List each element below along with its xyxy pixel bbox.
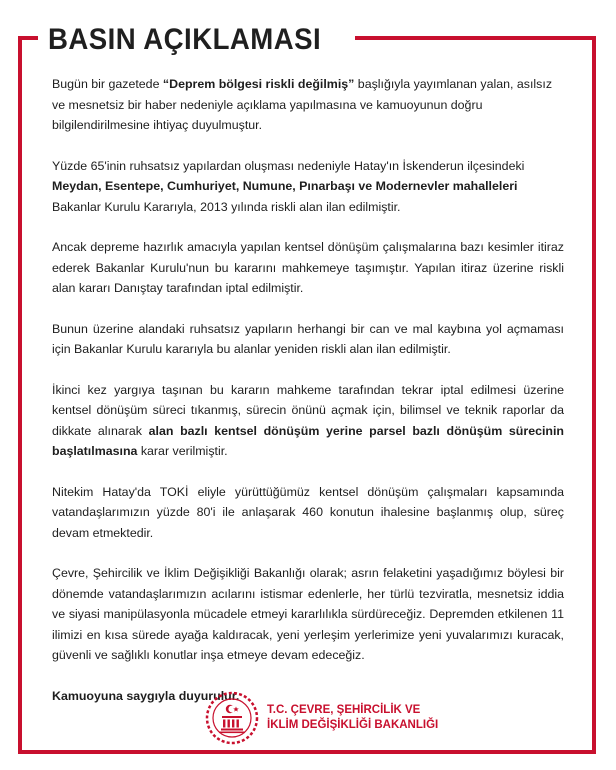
paragraph-5-text-b: karar verilmiştir. [137,444,228,458]
paragraph-2-neighborhoods: Meydan, Esentepe, Cumhuriyet, Numune, Pınarbaşı ve Modernevler mahalleleri [52,179,518,193]
paragraph-4: Bunun üzerine alandaki ruhsatsız yapıların herhangi bir can ve mal kaybına yol açmaması için Bakanlar Kurulu kararıyla bu alanlar yeniden riskli alan ilan edilmiştir. [52,321,564,356]
paragraph-1-text-b: başlığıyla yayımlanan yalan, asılsız ve mesnetsiz bir haber nedeniyle açıklama yapılmasına ve kamuoyunun doğru bilgilendirilmesine ihtiyaç duyulmuştur. [52,77,553,132]
paragraph-7: Çevre, Şehircilik ve İklim Değişikliği Bakanlığı olarak; asrın felaketini yaşadığımız böylesi bir dönemde vatandaşlarımızın acılarını istismar edenlerle, her türlü tezviratla, mesnetsiz iddia ve siyasi manipülasyonla mücadele etmeyi kararlılıkla sürdüreceğiz. Depremden etkilenen 11 ilimizi en kısa sürede ayağa kaldıracak, yeni yerleşim yerlerimize yeni yuvalarımızı kuracak, güvenli ve sağlıklı konutlar inşa etmeye devam edeceğiz. [52,566,564,662]
paragraph-3: Ancak depreme hazırlık amacıyla yapılan kentsel dönüşüm çalışmalarına bazı kesimler itiraz ederek Bakanlar Kurulu'nun bu kararını mahkemeye taşımıştır. Yapılan itiraz üzerine riskli alan kararı Danıştay tarafından iptal edilmiştir. [52,240,564,295]
paragraph-1 [52,74,564,136]
paragraph-2 [52,156,564,218]
paragraph-6: Nitekim Hatay'da TOKİ eliyle yürüttüğümüz kentsel dönüşüm çalışmaları kapsamında vatandaşlarımızın yüzde 80'i ile anlaşarak 460 konutun ihalesine başlanmış olup, süreç devam etmektedir. [52,484,564,540]
ministry-name-line-1: T.C. ÇEVRE, ŞEHİRCİLİK VE [267,704,421,716]
paragraph-5-text-a: İkinci kez yargıya taşınan bu kararın mahkeme tarafından tekrar iptal edilmesi üzerine kentsel dönüşüm süreci tıkanmış, sürecin önünü açmak için, bilimsel ve teknik raporlar da dikkate alınarak [52,382,564,438]
paragraph-1-text-a: Bugün bir gazetede [52,77,163,91]
paragraph-5 [52,380,564,462]
ministry-footer [205,690,438,746]
closing-line: Kamuoyuna saygıyla duyurulur. [52,688,240,703]
paragraph-2-text-b: Bakanlar Kurulu Kararıyla, 2013 yılında riskli alan ilan edilmiştir. [52,199,401,214]
statement-body [52,74,564,726]
paragraph-1-quote: “Deprem bölgesi riskli değilmiş” [162,77,355,91]
page-title: BASIN AÇIKLAMASI [48,23,322,56]
paragraph-2-text-a: Yüzde 65'inin ruhsatsız yapılardan oluşması nedeniyle Hatay'ın İskenderun ilçesindeki [52,158,525,173]
title-box [38,20,355,60]
ministry-emblem-icon [205,691,259,745]
paragraph-5-decision: alan bazlı kentsel dönüşüm yerine parsel bazlı dönüşüm sürecinin başlatılmasına [52,423,564,458]
ministry-name [267,703,438,733]
ministry-name-line-2: İKLİM DEĞİŞİKLİĞİ BAKANLIĞI [267,719,439,731]
